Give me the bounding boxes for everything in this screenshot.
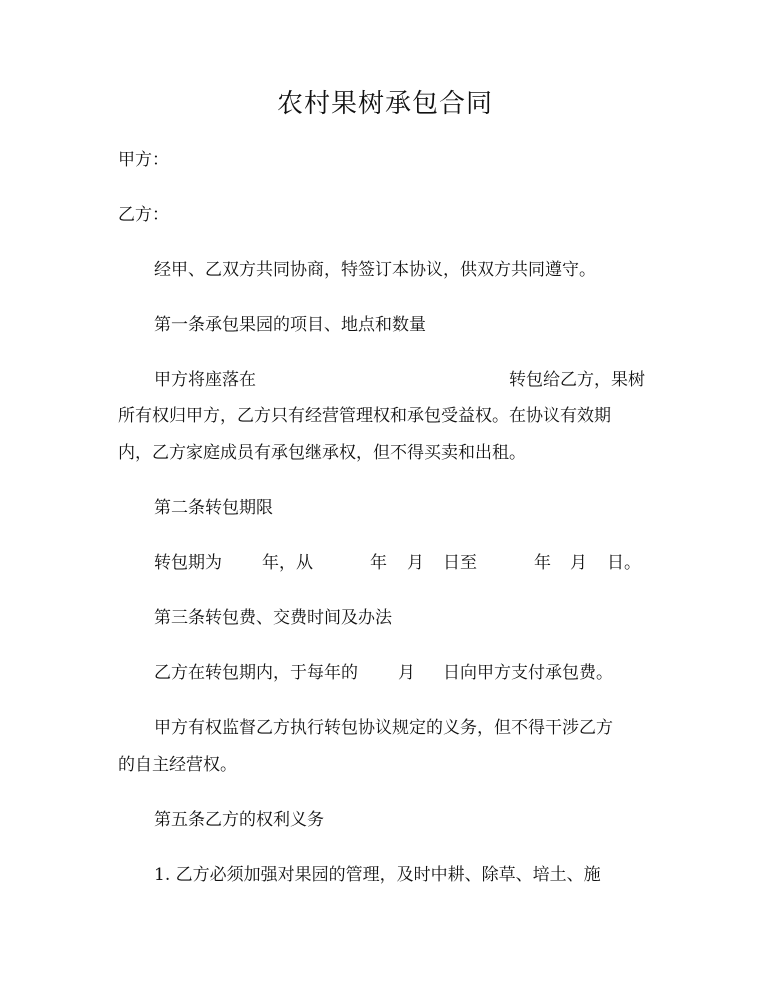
term-label: 转包期为: [154, 553, 222, 573]
payment-end: 日向甲方支付承包费。: [443, 663, 613, 683]
term-month2: 月: [570, 553, 587, 573]
term-year-from: 年，从: [262, 553, 313, 573]
article1-line2: 所有权归甲方，乙方只有经营管理权和承包受益权。在协议有效期: [118, 406, 611, 426]
payment-month: 月: [398, 663, 415, 683]
article3-heading: 第三条转包费、交费时间及办法: [154, 608, 392, 628]
article1-line1-end: 转包给乙方，果树: [509, 370, 645, 390]
term-year2: 年: [534, 553, 551, 573]
article5-heading: 第五条乙方的权利义务: [154, 810, 324, 830]
article1-line3: 内，乙方家庭成员有承包继承权，但不得买卖和出租。: [118, 443, 526, 463]
term-day-end: 日。: [607, 553, 641, 573]
term-month1: 月: [407, 553, 424, 573]
term-year1: 年: [370, 553, 387, 573]
supervision-line2: 的自主经营权。: [118, 755, 237, 775]
supervision-line1: 甲方有权监督乙方执行转包协议规定的义务，但不得干涉乙方: [154, 718, 613, 738]
article5-item1: 1. 乙方必须加强对果园的管理，及时中耕、除草、培土、施: [154, 865, 601, 885]
article1-line1-start: 甲方将座落在: [154, 370, 256, 390]
term-day-to: 日至: [443, 553, 477, 573]
party-b-label: 乙方：: [118, 205, 169, 225]
article1-heading: 第一条承包果园的项目、地点和数量: [154, 315, 426, 335]
article2-heading: 第二条转包期限: [154, 498, 273, 518]
page-title: 农村果树承包合同: [276, 89, 493, 119]
payment-start: 乙方在转包期内，于每年的: [154, 663, 358, 683]
party-a-label: 甲方：: [118, 150, 169, 170]
intro-paragraph: 经甲、乙双方共同协商，特签订本协议，供双方共同遵守。: [154, 260, 596, 280]
